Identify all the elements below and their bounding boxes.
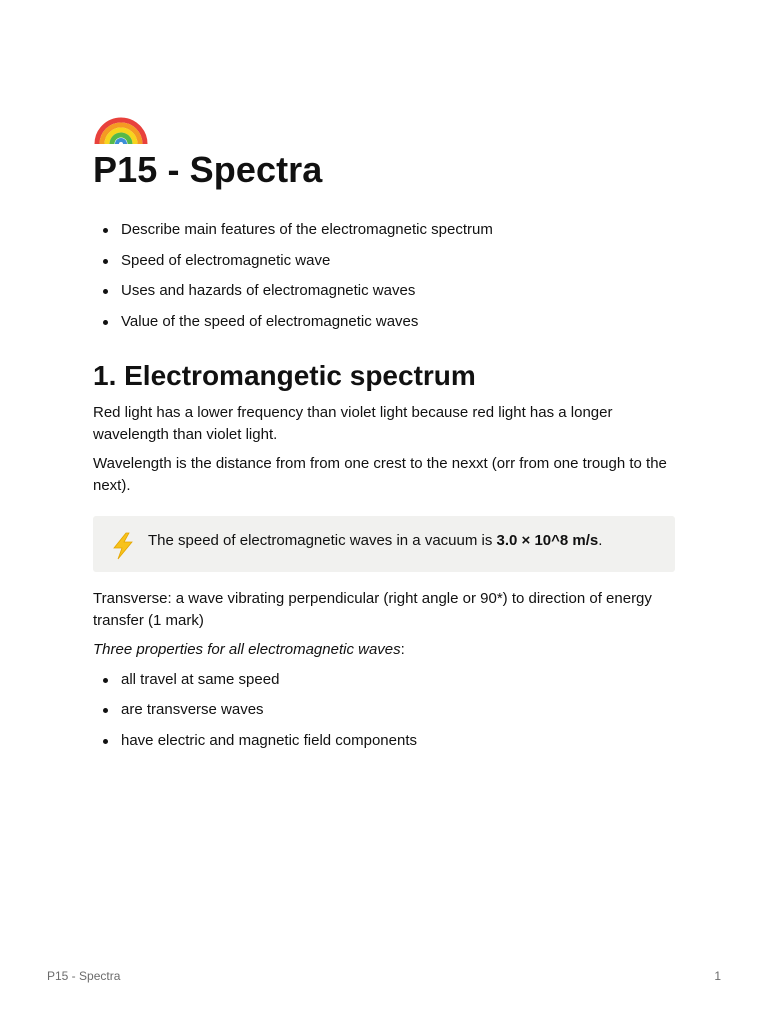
list-item: have electric and magnetic field components <box>93 731 675 751</box>
footer-page-number: 1 <box>714 969 721 983</box>
bullet-icon <box>103 678 108 683</box>
paragraph-frequency: Red light has a lower frequency than violet light because red light has a longer wavelength than violet light. <box>93 403 613 443</box>
rainbow-icon <box>93 92 149 148</box>
list-item: Speed of electromagnetic wave <box>93 251 675 271</box>
bullet-icon <box>103 289 108 294</box>
list-item: are transverse waves <box>93 700 675 720</box>
properties-list <box>93 670 675 751</box>
properties-intro: Three properties for all electromagnetic waves: <box>93 640 405 658</box>
bullet-icon <box>103 228 108 233</box>
section-heading: 1. Electromangetic spectrum <box>93 359 476 391</box>
page-content <box>93 92 675 751</box>
list-item: Describe main features of the electromagnetic spectrum <box>93 220 675 240</box>
speed-value: 3.0 × 10^8 m/s <box>496 531 599 549</box>
bullet-icon <box>103 739 108 744</box>
page-title: P15 - Spectra <box>93 149 323 190</box>
bullet-icon <box>103 708 108 713</box>
list-item: Uses and hazards of electromagnetic waves <box>93 281 675 301</box>
list-item: all travel at same speed <box>93 670 675 690</box>
objectives-list <box>93 220 675 332</box>
footer-title: P15 - Spectra <box>47 969 121 983</box>
bullet-icon <box>103 259 108 264</box>
callout-box <box>93 516 675 572</box>
bullet-icon <box>103 320 108 325</box>
paragraph-transverse: Transverse: a wave vibrating perpendicular (right angle or 90*) to direction of energy transfer (1 mark) <box>93 589 652 629</box>
lightning-icon <box>109 532 137 560</box>
paragraph-wavelength: Wavelength is the distance from from one crest to the nexxt (orr from one trough to the next). <box>93 454 667 494</box>
list-item: Value of the speed of electromagnetic waves <box>93 312 675 332</box>
callout-text: The speed of electromagnetic waves in a vacuum is 3.0 × 10^8 m/s. <box>148 531 603 549</box>
